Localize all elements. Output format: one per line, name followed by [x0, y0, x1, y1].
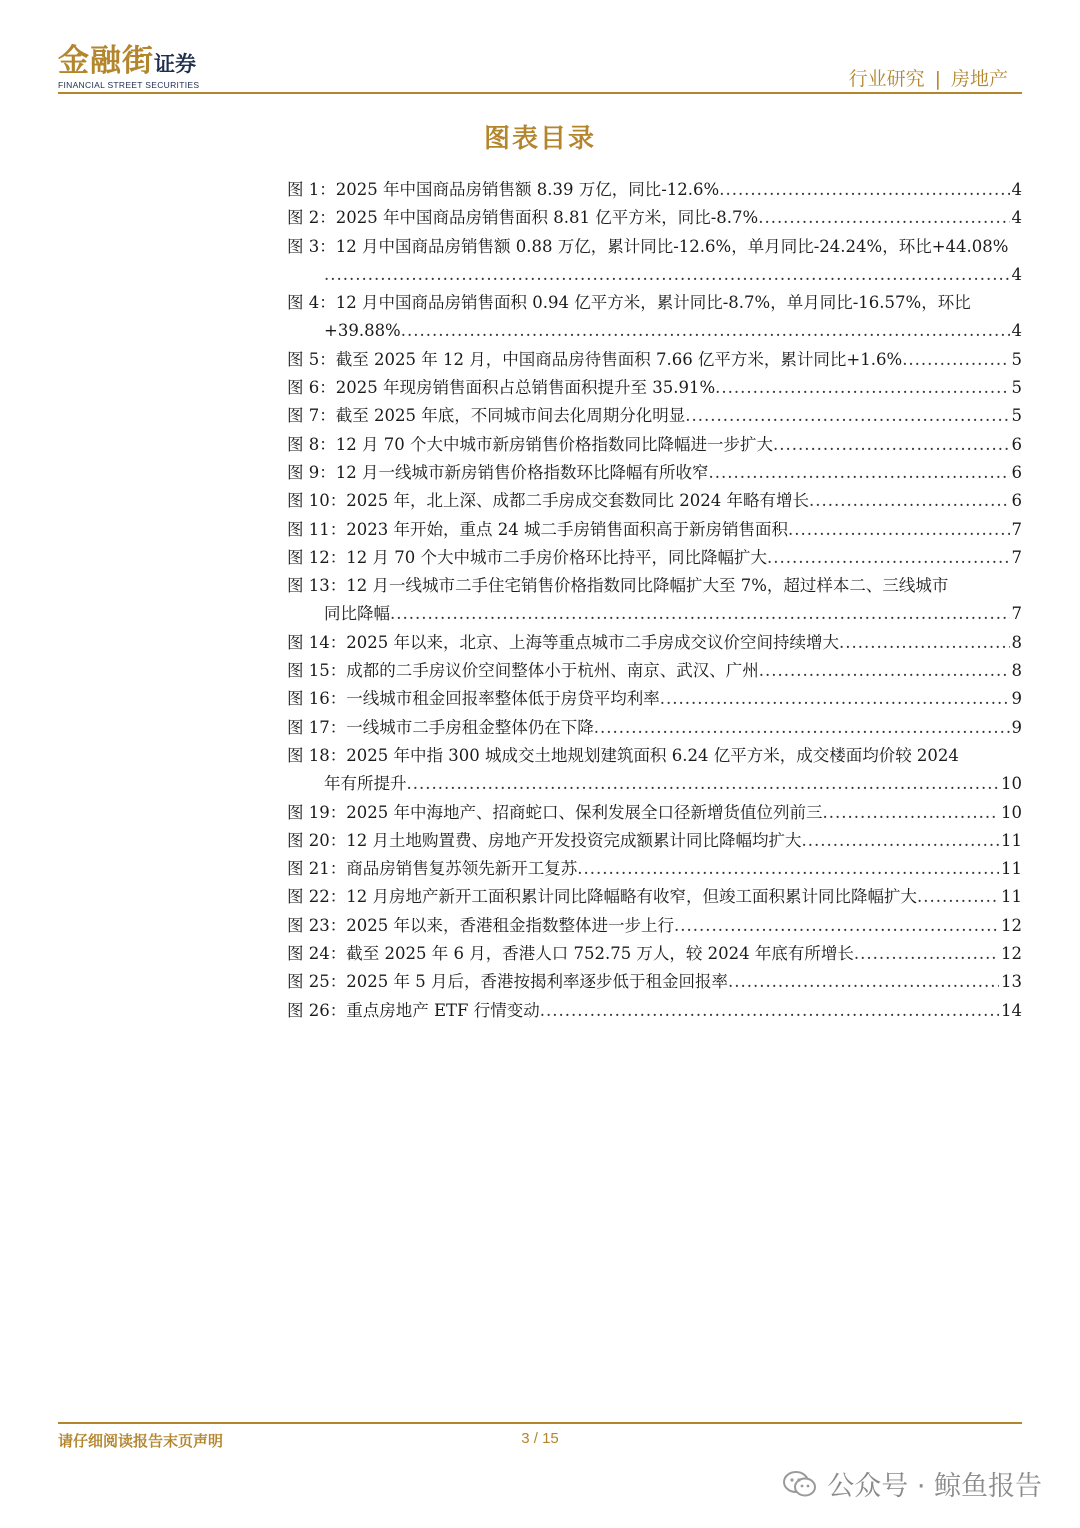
toc-entry-text: 图 26：重点房地产 ETF 行情变动 [287, 1000, 540, 1020]
toc-entry-text: 图 15：成都的二手房议价空间整体小于杭州、南京、武汉、广州 [287, 661, 759, 681]
toc-entry[interactable] [287, 742, 1022, 799]
toc-leader-dots [685, 402, 1009, 430]
toc-leader-dots [594, 714, 1010, 742]
toc-leader-dots [401, 317, 1010, 345]
toc-page-number: 14 [1001, 1000, 1022, 1020]
toc-entry[interactable] [287, 827, 1022, 855]
header-divider [58, 92, 1022, 94]
toc-entry[interactable] [287, 204, 1022, 232]
toc-entry[interactable] [287, 544, 1022, 572]
sector-label: 房地产 [950, 68, 1008, 90]
toc-entry[interactable] [287, 629, 1022, 657]
wechat-icon [783, 1470, 817, 1498]
company-logo [58, 44, 199, 90]
toc-page-number: 6 [1011, 434, 1022, 454]
toc-entry[interactable] [287, 374, 1022, 402]
toc-leader-dots [809, 487, 1010, 515]
category-label: 行业研究 [848, 68, 925, 90]
toc-entry[interactable] [287, 487, 1022, 515]
toc-entry[interactable] [287, 346, 1022, 374]
toc-leader-dots [407, 770, 1000, 798]
toc-page-number: 5 [1011, 349, 1022, 369]
toc-page-number: 7 [1011, 547, 1022, 567]
toc-entry-text: 图 16：一线城市租金回报率整体低于房贷平均利率 [287, 689, 660, 709]
toc-entry-text: 图 25：2025 年 5 月后，香港按揭利率逐步低于租金回报率 [287, 972, 728, 992]
toc-entry-text: 图 7：截至 2025 年底，不同城市间去化周期分化明显 [287, 406, 686, 426]
footer-disclaimer: 请仔细阅读报告末页声明 [58, 1432, 224, 1450]
toc-entry-text: 图 13：12 月一线城市二手住宅销售价格指数同比降幅扩大至 7%，超过样本二、三线城市 [287, 576, 949, 596]
toc-page-number: 5 [1011, 378, 1022, 398]
toc-entry-text: 图 6：2025 年现房销售面积占总销售面积提升至 35.91% [287, 378, 716, 398]
toc-leader-dots [839, 629, 1010, 657]
toc-page-number: 11 [1001, 887, 1022, 907]
toc-page-number: 13 [1001, 972, 1022, 992]
toc-leader-dots [719, 176, 1009, 204]
toc-entry-text: 图 17：一线城市二手房租金整体仍在下降 [287, 717, 594, 737]
watermark [783, 1464, 1042, 1503]
toc-page-number: 7 [1011, 519, 1022, 539]
toc-page-number: 4 [1011, 264, 1022, 284]
toc-entry[interactable] [287, 940, 1022, 968]
toc-page-number: 8 [1011, 632, 1022, 652]
toc-entry[interactable] [287, 516, 1022, 544]
toc-entry[interactable] [287, 402, 1022, 430]
page-number: 3 / 15 [521, 1430, 559, 1447]
toc-leader-dots [674, 912, 999, 940]
toc-entry-text: 图 11：2023 年开始，重点 24 城二手房销售面积高于新房销售面积 [287, 519, 788, 539]
toc-page-number: 12 [1001, 915, 1022, 935]
logo-english-text: FINANCIAL STREET SECURITIES [58, 80, 200, 90]
toc-leader-dots [902, 346, 1009, 374]
toc-entry-text: 图 12：12 月 70 个大中城市二手房价格环比持平，同比降幅扩大 [287, 547, 767, 567]
header-separator: | [934, 68, 941, 90]
toc-leader-dots [390, 600, 1010, 628]
logo-main-text: 金融街 [58, 43, 154, 79]
toc-entry[interactable] [287, 685, 1022, 713]
toc-leader-dots [728, 968, 999, 996]
toc-entry[interactable] [287, 883, 1022, 911]
toc-page-number: 6 [1011, 462, 1022, 482]
toc-page-number: 4 [1011, 180, 1022, 199]
toc-leader-dots [540, 997, 999, 1025]
toc-leader-dots [801, 827, 999, 855]
toc-entry[interactable] [287, 855, 1022, 883]
toc-entry[interactable] [287, 459, 1022, 487]
toc-leader-dots [767, 544, 1010, 572]
toc-entry-text: 图 21：商品房销售复苏领先新开工复苏 [287, 859, 578, 879]
toc-entry[interactable] [287, 289, 1022, 346]
toc-page-number: 11 [1001, 859, 1022, 879]
toc-leader-dots [577, 855, 999, 883]
toc-entry[interactable] [287, 714, 1022, 742]
toc-entry-text: 图 14：2025 年以来，北京、上海等重点城市二手房成交议价空间持续增大 [287, 632, 839, 652]
toc-entry-text: 图 9：12 月一线城市新房销售价格指数环比降幅有所收窄 [287, 462, 709, 482]
toc-entry-text: 图 23：2025 年以来，香港租金指数整体进一步上行 [287, 915, 674, 935]
toc-page-number: 9 [1011, 717, 1022, 737]
toc-leader-dots [708, 459, 1009, 487]
toc-entry[interactable] [287, 997, 1022, 1025]
toc-entry-text: 图 3：12 月中国商品房销售额 0.88 万亿，累计同比-12.6%，单月同比-24.24%，环比+44.08% [287, 236, 1009, 256]
toc-page-number: 9 [1011, 689, 1022, 709]
toc-entry[interactable] [287, 176, 1022, 204]
toc-entry-text: 图 24：截至 2025 年 6 月，香港人口 752.75 万人，较 2024 年底有所增长 [287, 944, 854, 964]
toc-entry[interactable] [287, 799, 1022, 827]
watermark-text: 公众号 · 鲸鱼报告 [827, 1471, 1042, 1502]
toc-entry-text: 年有所提升 [324, 774, 407, 794]
toc-leader-dots [917, 883, 999, 911]
toc-leader-dots [758, 204, 1009, 232]
toc-entry-text: 图 18：2025 年中指 300 城成交土地规划建筑面积 6.24 亿平方米，成交楼面均价较 2024 [287, 745, 959, 765]
toc-leader-dots [773, 431, 1010, 459]
toc-entry-text: 图 8：12 月 70 个大中城市新房销售价格指数同比降幅进一步扩大 [287, 434, 773, 454]
toc-page-number: 6 [1011, 491, 1022, 511]
toc-entry-text: 同比降幅 [324, 604, 390, 624]
toc-page-number: 7 [1011, 604, 1022, 624]
toc-page-number: 10 [1001, 802, 1022, 822]
toc-leader-dots [854, 940, 999, 968]
toc-page-number: 12 [1001, 944, 1022, 964]
toc-leader-dots [788, 516, 1010, 544]
toc-entry-text: 图 22：12 月房地产新开工面积累计同比降幅略有收窄，但竣工面积累计同比降幅扩大 [287, 887, 917, 907]
toc-leader-dots [715, 374, 1009, 402]
toc-entry[interactable] [287, 431, 1022, 459]
toc-entry[interactable] [287, 657, 1022, 685]
toc-entry-text: 图 1：2025 年中国商品房销售额 8.39 万亿，同比-12.6% [287, 180, 720, 199]
toc-entry-text: 图 10：2025 年，北上深、成都二手房成交套数同比 2024 年略有增长 [287, 491, 809, 511]
toc-page-number: 11 [1001, 830, 1022, 850]
toc-leader-dots [822, 799, 999, 827]
toc-leader-dots [324, 261, 1010, 289]
toc-entry[interactable] [287, 968, 1022, 996]
toc-entry-text: +39.88% [324, 321, 401, 341]
toc-entry-text: 图 2：2025 年中国商品房销售面积 8.81 亿平方米，同比-8.7% [287, 208, 759, 228]
toc-entry-text: 图 20：12 月土地购置费、房地产开发投资完成额累计同比降幅均扩大 [287, 830, 802, 850]
toc-page-number: 10 [1001, 774, 1022, 794]
toc-leader-dots [759, 657, 1010, 685]
toc-entry-text: 图 19：2025 年中海地产、招商蛇口、保利发展全口径新增货值位列前三 [287, 802, 823, 822]
table-of-figures [287, 176, 1022, 1025]
toc-leader-dots [660, 685, 1010, 713]
toc-entry[interactable] [287, 572, 1022, 629]
toc-entry-text: 图 5：截至 2025 年 12 月，中国商品房待售面积 7.66 亿平方米，累计同比+1.6% [287, 349, 903, 369]
toc-entry-text: 图 4：12 月中国商品房销售面积 0.94 亿平方米，累计同比-8.7%，单月同比-16.57%，环比 [287, 293, 971, 313]
toc-page-number: 4 [1011, 208, 1022, 228]
toc-entry[interactable] [287, 912, 1022, 940]
page-title: 图表目录 [483, 124, 596, 154]
toc-page-number: 4 [1011, 321, 1022, 341]
toc-page-number: 8 [1011, 661, 1022, 681]
logo-sub-text: 证券 [154, 52, 196, 76]
footer-divider [58, 1422, 1022, 1424]
report-category [849, 64, 1008, 91]
toc-page-number: 5 [1011, 406, 1022, 426]
toc-entry[interactable] [287, 233, 1022, 290]
